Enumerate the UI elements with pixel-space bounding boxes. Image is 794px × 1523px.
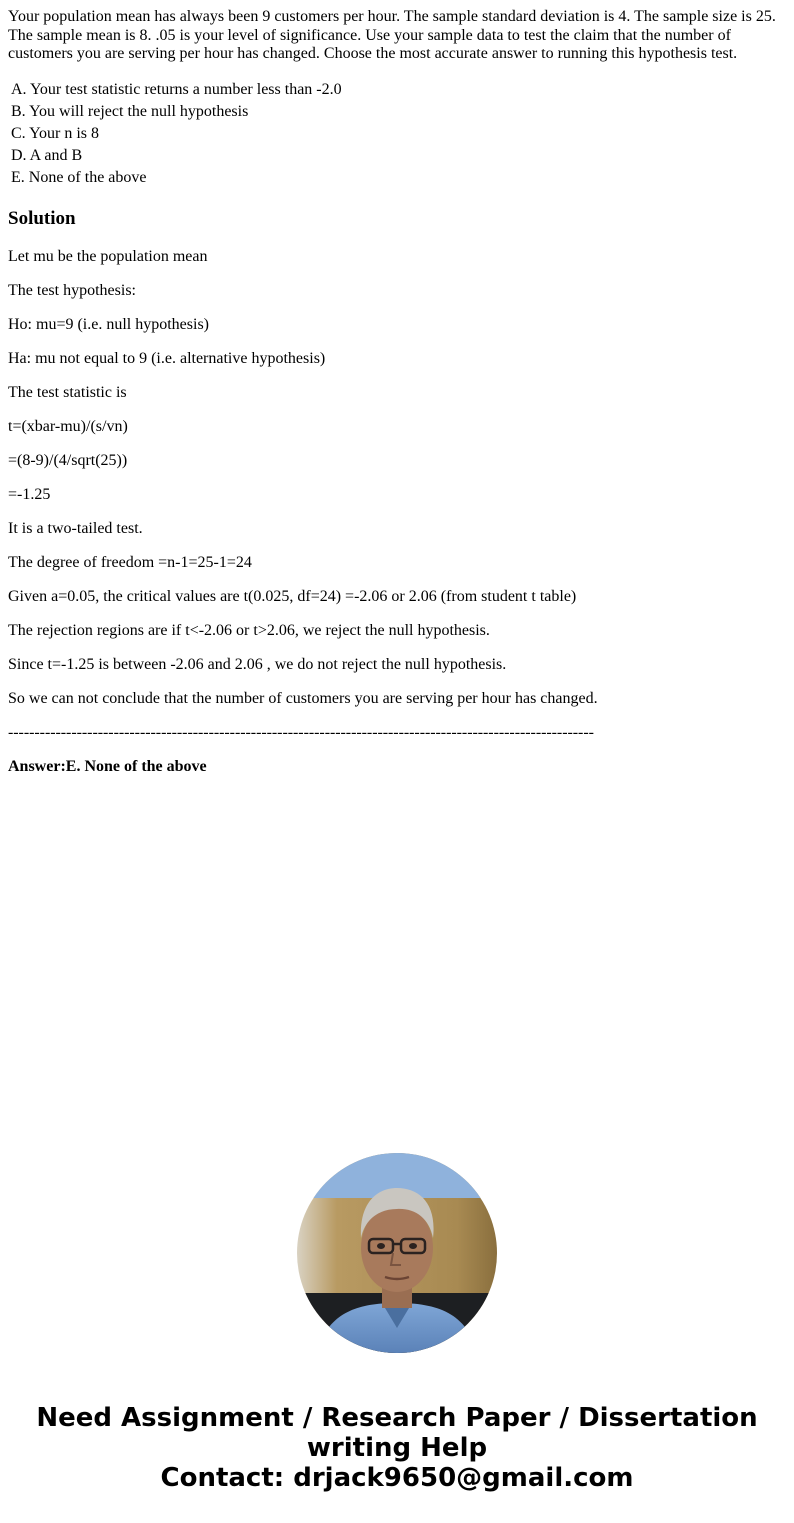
solution-step: The degree of freedom =n-1=25-1=24 (8, 554, 252, 571)
solution-step: The rejection regions are if t<-2.06 or t>2.06, we reject the null hypothesis. (8, 622, 490, 639)
solution-step: Since t=-1.25 is between -2.06 and 2.06 , we do not reject the null hypothesis. (8, 656, 507, 673)
option-b: B. You will reject the null hypothesis (11, 103, 249, 120)
question-text: Your population mean has always been 9 customers per hour. The sample standard deviation is 4. The sample size is 25. The sample mean is 8. .05 is your level of significance. Use your sample data to test the claim that the number of customers you are serving per hour has changed. Choose the most accurate answer to running this hypothesis test. (8, 8, 776, 62)
dashed-divider: --------------------------------------------------------------------------------------------------------------- (8, 724, 594, 741)
promo-banner (0, 1403, 794, 1493)
solution-step: Let mu be the population mean (8, 248, 208, 265)
final-answer: Answer:E. None of the above (8, 758, 207, 775)
option-e: E. None of the above (11, 169, 147, 186)
promo-line-2: writing Help (306, 1433, 488, 1463)
promo-line-1: Need Assignment / Research Paper / Dissertation (36, 1403, 758, 1433)
solution-heading: Solution (8, 208, 76, 229)
solution-step: It is a two-tailed test. (8, 520, 143, 537)
solution-step: =(8-9)/(4/sqrt(25)) (8, 452, 128, 469)
option-a: A. Your test statistic returns a number less than -2.0 (11, 81, 342, 98)
solution-steps (8, 247, 598, 723)
promo-contact: Contact: drjack9650@gmail.com (160, 1463, 634, 1493)
solution-step: Ho: mu=9 (i.e. null hypothesis) (8, 316, 210, 333)
answer-options-list (11, 79, 342, 189)
option-d: D. A and B (11, 147, 83, 164)
author-photo-illustration (297, 1153, 497, 1353)
option-c: C. Your n is 8 (11, 125, 100, 142)
solution-step: So we can not conclude that the number of customers you are serving per hour has changed. (8, 690, 598, 707)
solution-step: The test statistic is (8, 384, 127, 401)
solution-step: The test hypothesis: (8, 282, 136, 299)
solution-step: Given a=0.05, the critical values are t(0.025, df=24) =-2.06 or 2.06 (from student t table) (8, 588, 577, 605)
solution-step: =-1.25 (8, 486, 51, 503)
solution-step: t=(xbar-mu)/(s/vn) (8, 418, 128, 435)
solution-step: Ha: mu not equal to 9 (i.e. alternative hypothesis) (8, 350, 326, 367)
author-avatar (297, 1153, 497, 1353)
